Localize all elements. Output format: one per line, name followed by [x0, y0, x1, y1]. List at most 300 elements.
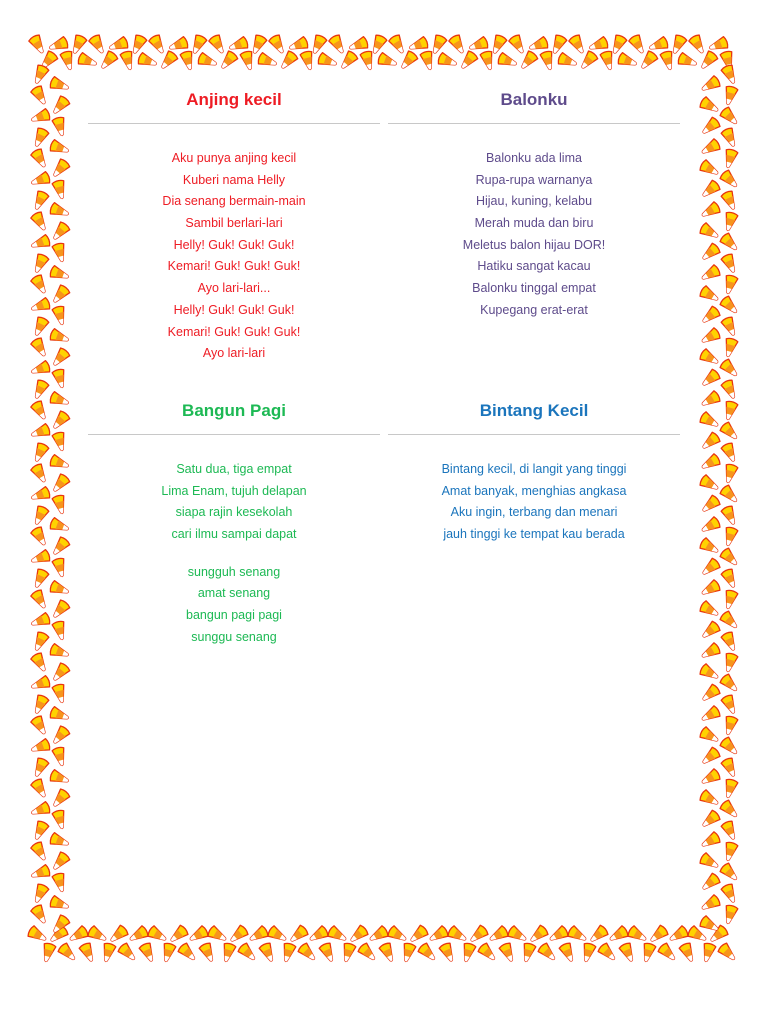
candy-corn-icon — [699, 537, 721, 557]
lyric-line: sungguh senang — [187, 564, 281, 579]
candy-corn-icon — [180, 50, 196, 71]
candy-corn-icon — [30, 211, 50, 233]
candy-corn-icon — [448, 34, 468, 56]
candy-corn-icon — [60, 50, 76, 71]
candy-corn-icon — [49, 139, 70, 157]
candy-corn-icon — [427, 925, 449, 945]
candy-corn-icon — [52, 872, 68, 893]
candy-corn-icon — [30, 652, 50, 674]
candy-corn-icon — [49, 580, 70, 598]
candy-corn-icon — [30, 297, 51, 315]
candy-corn-icon — [49, 517, 70, 535]
candy-corn-icon — [567, 925, 589, 945]
candy-corn-icon — [700, 942, 716, 963]
candy-corn-icon — [699, 179, 721, 200]
candy-corn-icon — [721, 442, 740, 464]
lyric-line: Satu dua, tiga empat — [176, 462, 292, 476]
candy-corn-icon — [49, 769, 70, 787]
lyric-line: Merah muda dan biru — [474, 216, 594, 231]
candy-corn-icon — [31, 631, 50, 653]
title-divider — [88, 123, 380, 124]
candy-corn-icon — [699, 327, 721, 347]
candy-corn-icon — [467, 924, 489, 945]
candy-corn-icon — [699, 872, 721, 893]
candy-corn-icon — [220, 942, 236, 963]
song-balonku — [388, 87, 680, 322]
candy-corn-icon — [30, 85, 50, 107]
candy-corn-icon — [259, 942, 278, 964]
lyric-line: amat senang — [197, 586, 271, 601]
candy-corn-icon — [199, 942, 218, 964]
candy-corn-icon — [297, 942, 318, 963]
candy-corn-icon — [547, 925, 569, 945]
candy-corn-icon — [240, 50, 256, 71]
candy-corn-icon — [520, 942, 536, 963]
candy-corn-icon — [57, 942, 78, 963]
candy-corn-icon — [49, 643, 70, 661]
candy-corn-icon — [722, 778, 738, 799]
candy-corn-icon — [667, 925, 689, 945]
candy-corn-icon — [49, 265, 70, 283]
lyric-line: Kemari! Guk! Guk! Guk! — [167, 324, 301, 339]
candy-corn-icon — [100, 942, 116, 963]
candy-corn-icon — [660, 50, 676, 71]
candy-corn-icon — [30, 171, 51, 189]
candy-corn-icon — [52, 116, 68, 137]
candy-corn-icon — [31, 379, 50, 401]
candy-corn-icon — [49, 328, 70, 346]
candy-corn-icon — [30, 360, 51, 378]
candy-corn-icon — [699, 809, 721, 830]
candy-corn-icon — [30, 486, 51, 504]
candy-corn-icon — [30, 864, 51, 882]
candy-corn-icon — [27, 925, 49, 945]
candy-corn-icon — [168, 36, 189, 54]
candy-corn-icon — [699, 96, 721, 116]
candy-corn-icon — [722, 211, 738, 232]
candy-corn-icon — [52, 494, 68, 515]
candy-corn-icon — [50, 473, 71, 495]
candy-corn-icon — [699, 264, 721, 284]
candy-corn-icon — [557, 52, 578, 70]
candy-corn-icon — [447, 925, 469, 945]
candy-corn-icon — [347, 924, 369, 945]
candy-corn-icon — [528, 36, 549, 54]
candy-corn-icon — [50, 599, 71, 621]
candy-corn-icon — [50, 95, 71, 117]
candy-corn-icon — [267, 925, 289, 945]
candy-corn-icon — [657, 942, 678, 963]
candy-corn-icon — [719, 358, 740, 379]
candy-corn-icon — [722, 589, 738, 610]
candy-corn-icon — [227, 924, 249, 945]
candy-corn-icon — [30, 675, 51, 693]
candy-corn-icon — [417, 942, 438, 963]
lyric-line: Helly! Guk! Guk! Guk! — [173, 302, 295, 317]
candy-corn-icon — [607, 925, 629, 945]
lyric-line: Helly! Guk! Guk! Guk! — [173, 237, 295, 252]
candy-corn-icon — [640, 942, 656, 963]
candy-corn-icon — [699, 138, 721, 158]
candy-corn-icon — [721, 694, 740, 716]
candy-corn-icon — [30, 148, 50, 170]
candy-corn-icon — [699, 431, 721, 452]
candy-corn-icon — [699, 201, 721, 221]
candy-corn-icon — [721, 316, 740, 338]
candy-corn-icon — [721, 505, 740, 527]
lyric-line: Balonku ada lima — [486, 151, 582, 165]
candy-corn-icon — [420, 50, 436, 71]
candy-corn-icon — [340, 942, 356, 963]
candy-corn-icon — [31, 505, 50, 527]
candy-corn-icon — [52, 305, 68, 326]
candy-corn-icon — [379, 942, 398, 964]
candy-corn-icon — [699, 579, 721, 599]
candy-corn-icon — [719, 799, 740, 820]
candy-corn-icon — [31, 568, 50, 590]
candy-corn-icon — [722, 715, 738, 736]
candy-corn-icon — [699, 789, 721, 809]
candy-corn-icon — [721, 631, 740, 653]
candy-corn-icon — [508, 34, 528, 56]
candy-corn-icon — [49, 76, 70, 94]
candy-corn-icon — [30, 738, 51, 756]
candy-corn-icon — [699, 620, 721, 641]
candy-corn-icon — [30, 337, 50, 359]
candy-corn-icon — [377, 52, 398, 70]
candy-corn-icon — [699, 116, 721, 137]
candy-corn-icon — [360, 50, 376, 71]
lyric-line: Kemari! Guk! Guk! Guk! — [167, 259, 301, 274]
candy-corn-icon — [722, 652, 738, 673]
candy-corn-icon — [137, 52, 158, 70]
candy-corn-icon — [721, 379, 740, 401]
candy-corn-icon — [30, 841, 50, 863]
candy-corn-icon — [580, 942, 596, 963]
candy-corn-icon — [477, 942, 498, 963]
song-anjing-kecil — [88, 87, 380, 365]
candy-corn-icon — [50, 347, 71, 369]
candy-corn-icon — [719, 295, 740, 316]
candy-corn-icon — [30, 778, 50, 800]
song-lyrics — [388, 148, 680, 322]
candy-corn-icon — [139, 942, 158, 964]
candy-corn-icon — [587, 924, 609, 945]
candy-corn-icon — [177, 942, 198, 963]
candy-corn-icon — [699, 474, 721, 494]
candy-corn-icon — [49, 454, 70, 472]
title-divider — [388, 434, 680, 435]
lyric-line: cari ilmu sampai dapat — [171, 527, 297, 542]
candy-corn-icon — [721, 190, 740, 212]
candy-corn-icon — [527, 924, 549, 945]
lyric-line: sunggu senang — [191, 629, 277, 644]
candy-corn-icon — [50, 662, 71, 684]
candy-corn-icon — [721, 820, 740, 842]
candy-corn-icon — [699, 453, 721, 473]
candy-corn-icon — [719, 484, 740, 505]
candy-corn-icon — [52, 557, 68, 578]
candy-corn-icon — [722, 148, 738, 169]
candy-corn-icon — [568, 34, 588, 56]
candy-corn-icon — [699, 348, 721, 368]
candy-corn-icon — [187, 925, 209, 945]
song-bintang-kecil — [388, 398, 680, 546]
candy-corn-icon — [50, 410, 71, 432]
candy-corn-icon — [722, 274, 738, 295]
lyric-line: Dia senang bermain-main — [162, 194, 306, 209]
candy-corn-icon — [721, 253, 740, 275]
song-lyrics — [88, 459, 380, 649]
candy-corn-icon — [31, 64, 50, 86]
candy-corn-icon — [30, 526, 50, 548]
candy-corn-icon — [160, 942, 176, 963]
candy-corn-icon — [52, 368, 68, 389]
stanza-gap — [88, 546, 380, 562]
lyric-line: jauh tinggi ke tempat kau berada — [443, 527, 625, 542]
candy-corn-icon — [30, 549, 51, 567]
candy-corn-icon — [197, 52, 218, 70]
candy-corn-icon — [228, 36, 249, 54]
candy-corn-icon — [722, 400, 738, 421]
candy-corn-icon — [717, 942, 738, 963]
candy-corn-icon — [679, 942, 698, 964]
lyric-line: Ayo lari-lari... — [197, 281, 271, 296]
candy-corn-icon — [77, 52, 98, 70]
candy-corn-icon — [699, 75, 721, 95]
candy-corn-icon — [30, 234, 51, 252]
candy-corn-icon — [79, 942, 98, 964]
candy-corn-icon — [357, 942, 378, 963]
candy-corn-icon — [722, 463, 738, 484]
candy-corn-icon — [647, 924, 669, 945]
candy-corn-icon — [317, 52, 338, 70]
lyric-line: Rupa-rupa warnanya — [475, 172, 593, 187]
candy-corn-icon — [30, 400, 50, 422]
song-title: Bintang Kecil — [479, 401, 589, 420]
candy-corn-icon — [31, 883, 50, 905]
candy-corn-icon — [699, 494, 721, 515]
candy-corn-icon — [287, 924, 309, 945]
candy-corn-icon — [677, 52, 698, 70]
candy-corn-icon — [699, 368, 721, 389]
candy-corn-icon — [50, 788, 71, 810]
song-lyrics — [388, 459, 680, 546]
candy-corn-icon — [721, 883, 740, 905]
candy-corn-icon — [348, 36, 369, 54]
candy-corn-icon — [31, 316, 50, 338]
title-divider — [388, 123, 680, 124]
candy-corn-icon — [507, 925, 529, 945]
candy-corn-icon — [31, 442, 50, 464]
candy-corn-icon — [699, 746, 721, 767]
candy-corn-icon — [31, 820, 50, 842]
lyric-line: Hatiku sangat kacau — [477, 259, 591, 274]
candy-corn-icon — [28, 34, 48, 56]
candy-corn-icon — [207, 925, 229, 945]
lyric-line: Ayo lari-lari — [202, 346, 266, 361]
candy-corn-icon — [52, 179, 68, 200]
candy-corn-icon — [721, 757, 740, 779]
candy-corn-icon — [52, 242, 68, 263]
candy-corn-icon — [49, 706, 70, 724]
candy-corn-icon — [30, 715, 50, 737]
candy-corn-icon — [408, 36, 429, 54]
candy-corn-icon — [52, 809, 68, 830]
lyric-line: Bintang kecil, di langit yang tinggi — [441, 462, 627, 476]
lyric-line: bangun pagi pagi — [186, 608, 282, 623]
candy-corn-icon — [127, 925, 149, 945]
candy-corn-icon — [699, 557, 721, 578]
candy-corn-icon — [699, 222, 721, 242]
candy-corn-icon — [280, 942, 296, 963]
candy-corn-icon — [30, 423, 51, 441]
candy-corn-icon — [88, 34, 108, 56]
candy-corn-icon — [722, 85, 738, 106]
candy-corn-icon — [407, 924, 429, 945]
candy-corn-icon — [699, 642, 721, 662]
candy-corn-icon — [699, 516, 721, 536]
candy-corn-icon — [400, 942, 416, 963]
candy-corn-icon — [30, 463, 50, 485]
candy-corn-icon — [721, 127, 740, 149]
candy-corn-icon — [48, 36, 69, 54]
candy-corn-icon — [699, 852, 721, 872]
candy-corn-icon — [708, 36, 729, 54]
candy-corn-icon — [628, 34, 648, 56]
candy-corn-icon — [719, 673, 740, 694]
candy-corn-icon — [117, 942, 138, 963]
candy-corn-icon — [537, 942, 558, 963]
candy-corn-icon — [388, 34, 408, 56]
candy-corn-icon — [722, 904, 738, 925]
candy-corn-icon — [30, 589, 50, 611]
candy-corn-icon — [699, 600, 721, 620]
candy-corn-icon — [120, 50, 136, 71]
candy-corn-icon — [52, 620, 68, 641]
candy-corn-icon — [699, 159, 721, 179]
candy-corn-icon — [257, 52, 278, 70]
candy-corn-icon — [52, 683, 68, 704]
candy-corn-icon — [699, 285, 721, 305]
candy-corn-icon — [699, 705, 721, 725]
candy-corn-icon — [540, 50, 556, 71]
candy-corn-icon — [327, 925, 349, 945]
candy-corn-icon — [300, 50, 316, 71]
candy-corn-icon — [719, 736, 740, 757]
candy-corn-icon — [208, 34, 228, 56]
lyric-line: Kupegang erat-erat — [480, 302, 588, 317]
song-lyrics — [88, 148, 380, 365]
candy-corn-icon — [108, 36, 129, 54]
candy-corn-icon — [699, 768, 721, 788]
candy-corn-icon — [480, 50, 496, 71]
candy-corn-icon — [49, 832, 70, 850]
lyric-line: Hijau, kuning, kelabu — [475, 194, 593, 209]
candy-corn-icon — [719, 547, 740, 568]
candy-corn-icon — [30, 108, 51, 126]
candy-corn-icon — [439, 942, 458, 964]
candy-corn-icon — [699, 411, 721, 431]
candy-corn-icon — [721, 64, 740, 86]
candy-corn-icon — [328, 34, 348, 56]
candy-corn-icon — [167, 924, 189, 945]
song-title: Bangun Pagi — [182, 401, 286, 420]
candy-corn-icon — [319, 942, 338, 964]
candy-corn-icon — [699, 663, 721, 683]
candy-corn-icon — [497, 52, 518, 70]
candy-corn-icon — [487, 925, 509, 945]
candy-corn-icon — [87, 925, 109, 945]
candy-corn-icon — [627, 925, 649, 945]
candy-corn-icon — [719, 169, 740, 190]
candy-corn-icon — [30, 612, 51, 630]
candy-corn-icon — [50, 851, 71, 873]
song-title: Anjing kecil — [186, 90, 282, 109]
candy-corn-icon — [559, 942, 578, 964]
candy-corn-icon — [688, 34, 708, 56]
candy-corn-icon — [699, 683, 721, 704]
candy-corn-icon — [699, 305, 721, 326]
candy-corn-icon — [600, 50, 616, 71]
candy-corn-icon — [722, 841, 738, 862]
candy-corn-icon — [31, 127, 50, 149]
candy-corn-icon — [49, 391, 70, 409]
candy-corn-icon — [50, 221, 71, 243]
candy-corn-icon — [40, 942, 56, 963]
lyric-line: Lima Enam, tujuh delapan — [161, 483, 307, 498]
candy-corn-icon — [387, 925, 409, 945]
candy-corn-icon — [50, 536, 71, 558]
candy-corn-icon — [722, 337, 738, 358]
candy-corn-icon — [50, 284, 71, 306]
candy-corn-icon — [699, 242, 721, 263]
candy-corn-icon — [699, 726, 721, 746]
candy-corn-icon — [719, 421, 740, 442]
candy-corn-icon — [49, 202, 70, 220]
lyric-line: Kuberi nama Helly — [182, 172, 286, 187]
candy-corn-icon — [719, 610, 740, 631]
candy-corn-icon — [31, 253, 50, 275]
lyric-line: siapa rajin kesekolah — [175, 505, 293, 520]
candy-corn-icon — [247, 925, 269, 945]
candy-corn-icon — [597, 942, 618, 963]
candy-corn-icon — [147, 925, 169, 945]
candy-corn-icon — [31, 757, 50, 779]
candy-corn-icon — [307, 925, 329, 945]
candy-corn-icon — [31, 190, 50, 212]
candy-corn-icon — [719, 232, 740, 253]
candy-corn-icon — [237, 942, 258, 963]
candy-corn-icon — [648, 36, 669, 54]
song-title: Balonku — [500, 90, 568, 109]
candy-corn-icon — [499, 942, 518, 964]
candy-corn-icon — [268, 34, 288, 56]
lyric-line: Meletus balon hijau DOR! — [462, 237, 606, 252]
candy-corn-icon — [468, 36, 489, 54]
lyric-line: Amat banyak, menghias angkasa — [441, 483, 627, 498]
candy-corn-icon — [52, 746, 68, 767]
title-divider — [88, 434, 380, 435]
candy-corn-icon — [288, 36, 309, 54]
candy-corn-icon — [719, 106, 740, 127]
lyric-line: Aku ingin, terbang dan menari — [450, 505, 618, 520]
candy-corn-icon — [721, 568, 740, 590]
candy-corn-icon — [588, 36, 609, 54]
candy-corn-icon — [30, 274, 50, 296]
candy-corn-icon — [699, 894, 721, 914]
candy-corn-icon — [460, 942, 476, 963]
